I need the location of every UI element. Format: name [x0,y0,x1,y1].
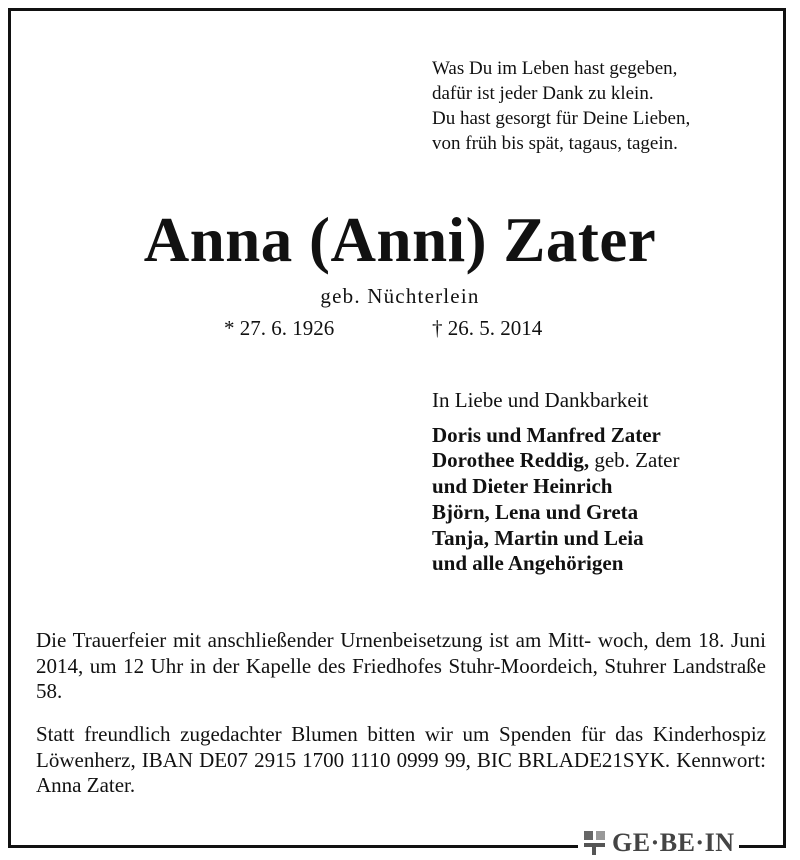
poem [432,56,690,156]
gebein-logo-icon [582,829,608,857]
birth-name: geb. Nüchterlein [320,284,480,308]
birth-date: * 27. 6. 1926 [224,316,335,340]
family-line-normal: geb. Zater [589,448,680,473]
family-line: Tanja, Martin und Leia [432,525,644,550]
family-line-bold: Dorothee Reddig, [432,448,590,473]
family-line: und alle Angehörigen [432,551,624,576]
donation-line: Statt freundlich zugedachter Blumen bitten wir um Spenden für das [36,722,644,746]
gebein-logo [578,826,739,860]
poem-line: von früh bis spät, tagaus, tagein. [432,133,678,154]
family-line: Doris und Manfred Zater [432,422,661,447]
poem-line: dafür ist jeder Dank zu klein. [432,83,654,104]
ceremony-info [36,628,766,705]
poem-line: Was Du im Leben hast gegeben, [432,58,678,79]
death-date: † 26. 5. 2014 [432,316,543,340]
donation-line: Kinderhospiz Löwenherz, IBAN DE07 2915 1700 1110 0999 99, [36,722,766,772]
donation-info [36,722,766,799]
ceremony-line: woch, dem 18. Juni 2014, um 12 Uhr in der Kapelle des Friedhofes [36,628,767,678]
poem-line: Du hast gesorgt für Deine Lieben, [432,108,691,129]
family-line [432,448,679,474]
deceased-name: Anna (Anni) Zater [143,205,657,275]
ceremony-line: Die Trauerfeier mit anschließender Urnenbeisetzung ist am Mitt- [36,628,592,652]
family-line: Björn, Lena und Greta [432,499,639,524]
gebein-logo-text: GE·BE·IN [612,828,735,857]
family-signature [432,388,679,577]
donation-line: BIC BRLADE21SYK. Kennwort: Anna Zater. [36,747,767,797]
ceremony-line: Stuhr-Moordeich, Stuhrer Landstraße 58. [36,653,767,703]
family-intro: In Liebe und Dankbarkeit [432,388,649,412]
family-line: und Dieter Heinrich [432,474,613,499]
